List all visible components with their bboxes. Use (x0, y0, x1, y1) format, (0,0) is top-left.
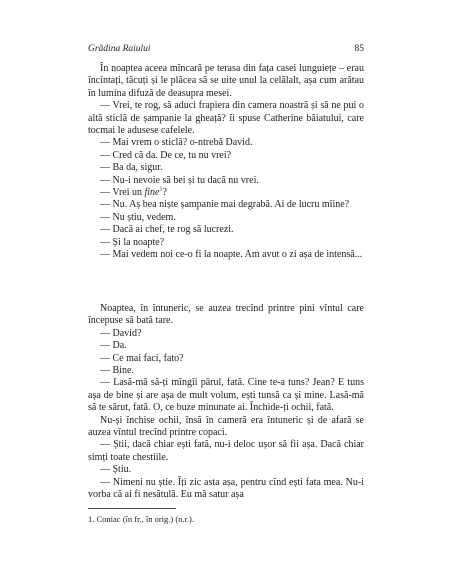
paragraph: — Dacă ai chef, te rog să lucrezi. (100, 224, 234, 236)
paragraph: — Mai vrem o sticlă? o-ntrebă David. (100, 137, 253, 149)
page-number: 85 (354, 44, 364, 54)
paragraph: — Nu știu, vedem. (100, 211, 176, 223)
paragraph: — Da. (100, 340, 127, 352)
fine-line-text: — Vrei un (100, 187, 145, 199)
paragraph: — Nu-i nevoie să bei și tu dacă nu vrei. (100, 174, 259, 186)
running-title: Grădina Raiului (88, 44, 151, 54)
paragraph: — Nu. Aș bea niște șampanie mai degrabă. Ai de lucru mîine? (100, 199, 350, 211)
paragraph: — Ba da, sigur. (100, 162, 163, 174)
running-header (88, 44, 364, 54)
paragraph: — Mai vedem noi ce-o fi la noapte. Am avut o zi așa de intensă... (100, 249, 363, 261)
paragraph: În noaptea aceea mîncară pe terasa din fața casei lunguiețe – erau încîntați, tăcuți și le plăcea să se uite unul la celălalt, așa cum arătau în lumina difuză de deasupra mesei. (88, 63, 364, 99)
footnote-marker: 1 (159, 186, 163, 193)
paragraph: — Știi, dacă chiar ești fată, nu-i deloc ușor să fii așa. Dacă chiar simți toate chestiile. (88, 439, 364, 463)
text-section-2 (88, 303, 364, 502)
paragraph: — Nimeni nu știe. Îți zic asta așa, pentru cînd ești fata mea. Nu-i vorba că ai fi nesătulă. Eu mă satur așa (88, 476, 364, 501)
paragraph: — Vrei, te rog, să aduci frapiera din camera noastră și să ne pui o altă sticlă de șampanie la gheață? îi spuse Catherine băiatului, care tocmai le adusese cafelele. (88, 100, 364, 137)
paragraph: — Cred că da. De ce, tu nu vrei? (100, 149, 232, 161)
paragraph: — David? (100, 327, 142, 339)
paragraph: — Bine. (100, 365, 134, 377)
paragraph: Nu-și închise ochii, însă în cameră era întuneric și de afară se auzea vîntul trecînd printre copaci. (88, 414, 364, 439)
fine-line-end: ? (162, 187, 167, 199)
paragraph: — Ce mai faci, fato? (100, 352, 184, 364)
italic-word: fine (144, 187, 160, 199)
paragraph: Noaptea, în întuneric, se auzea trecînd printre pini vîntul care începuse să bată tare. (88, 303, 364, 327)
paragraph: — Lasă-mă să-ți mîngîi părul, fată. Cine te-a tuns? Jean? E tuns așa de bine și are așa de mult volum, ești tunsă ca și mine. Lasă-mă să te sărut, fată. O, ce buze minunate ai. Închide-ți ochii, fată. (88, 377, 364, 414)
footnote-rule (88, 508, 176, 509)
text-section-1 (88, 63, 364, 262)
paragraph: — Știu. (100, 464, 132, 476)
footnote: 1. Coniac (în fr., în orig.) (n.r.). (88, 514, 194, 524)
paragraph: — Și la noapte? (100, 236, 165, 248)
paragraph-footnoted (88, 187, 364, 199)
